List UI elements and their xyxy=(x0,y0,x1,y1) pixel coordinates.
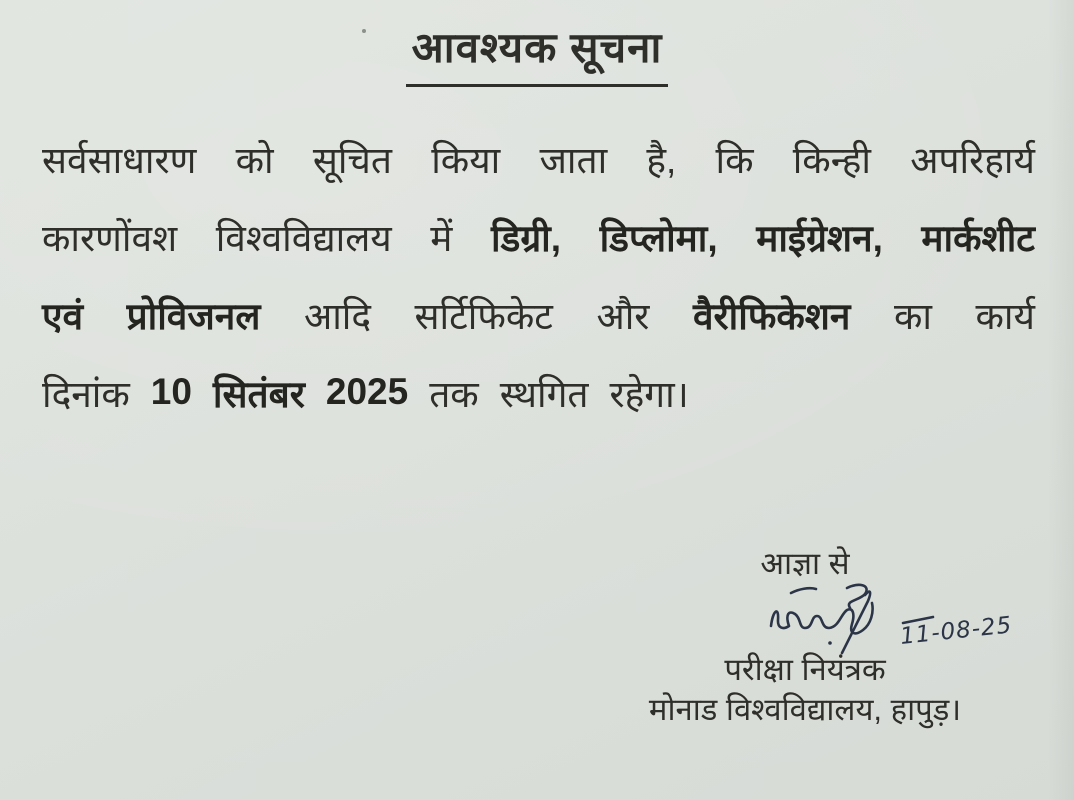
handwritten-signature xyxy=(753,580,1023,655)
notice-title: आवश्यक सूचना xyxy=(406,18,669,87)
body-word: कारणोंवश xyxy=(42,217,178,259)
body-word: आदि xyxy=(303,295,371,337)
body-word: सितंबर xyxy=(212,373,305,415)
signature-ink-dot xyxy=(828,641,832,645)
body-word: तक xyxy=(429,373,479,415)
signature-stroke xyxy=(847,585,867,608)
body-word: में xyxy=(430,217,453,259)
body-word: किया xyxy=(431,139,501,181)
body-word: है, xyxy=(646,139,677,181)
signature-stroke xyxy=(771,603,873,633)
body-word: एवं xyxy=(42,295,84,337)
body-line xyxy=(42,197,1035,275)
body-word: स्थगित xyxy=(499,373,589,415)
body-word: का xyxy=(893,295,932,337)
body-word: डिप्लोमा, xyxy=(599,217,718,259)
body-line xyxy=(42,275,1035,353)
body-word: डिग्री, xyxy=(490,217,562,259)
organization-text: मोनाड विश्वविद्यालय, हापुड़। xyxy=(648,692,962,727)
body-word: कि xyxy=(715,139,754,181)
notice-body xyxy=(42,119,1035,431)
body-word: 10 xyxy=(150,371,192,412)
notice-title-row xyxy=(0,18,1074,87)
body-line xyxy=(42,119,1035,197)
notice-footer xyxy=(560,540,1050,740)
by-order-text: आज्ञा से xyxy=(760,546,850,581)
body-word: सर्वसाधारण xyxy=(42,139,197,181)
designation-text: परीक्षा नियंत्रक xyxy=(724,652,886,687)
signature-stroke xyxy=(791,588,816,593)
body-word: सर्टिफिकेट xyxy=(414,295,553,337)
body-word: सूचित xyxy=(312,139,392,181)
body-word: और xyxy=(596,295,650,337)
body-line xyxy=(42,353,1035,431)
body-word: मार्कशीट xyxy=(921,217,1035,259)
body-word: को xyxy=(235,139,274,181)
body-word: दिनांक xyxy=(42,373,130,415)
body-word: कार्य xyxy=(975,295,1035,337)
body-word: वैरीफिकेशन xyxy=(692,295,851,337)
body-word: 2025 xyxy=(325,371,409,412)
body-word: प्रोविजनल xyxy=(126,295,261,337)
body-word: किन्ही xyxy=(792,139,872,181)
body-word: अपरिहार्य xyxy=(910,139,1035,181)
body-word: रहेगा। xyxy=(609,373,689,415)
body-word: माईग्रेशन, xyxy=(756,217,883,259)
body-word: विश्वविद्यालय xyxy=(215,217,392,259)
body-word: जाता xyxy=(539,139,608,181)
handwritten-date: 11-08-25 xyxy=(898,612,1014,650)
